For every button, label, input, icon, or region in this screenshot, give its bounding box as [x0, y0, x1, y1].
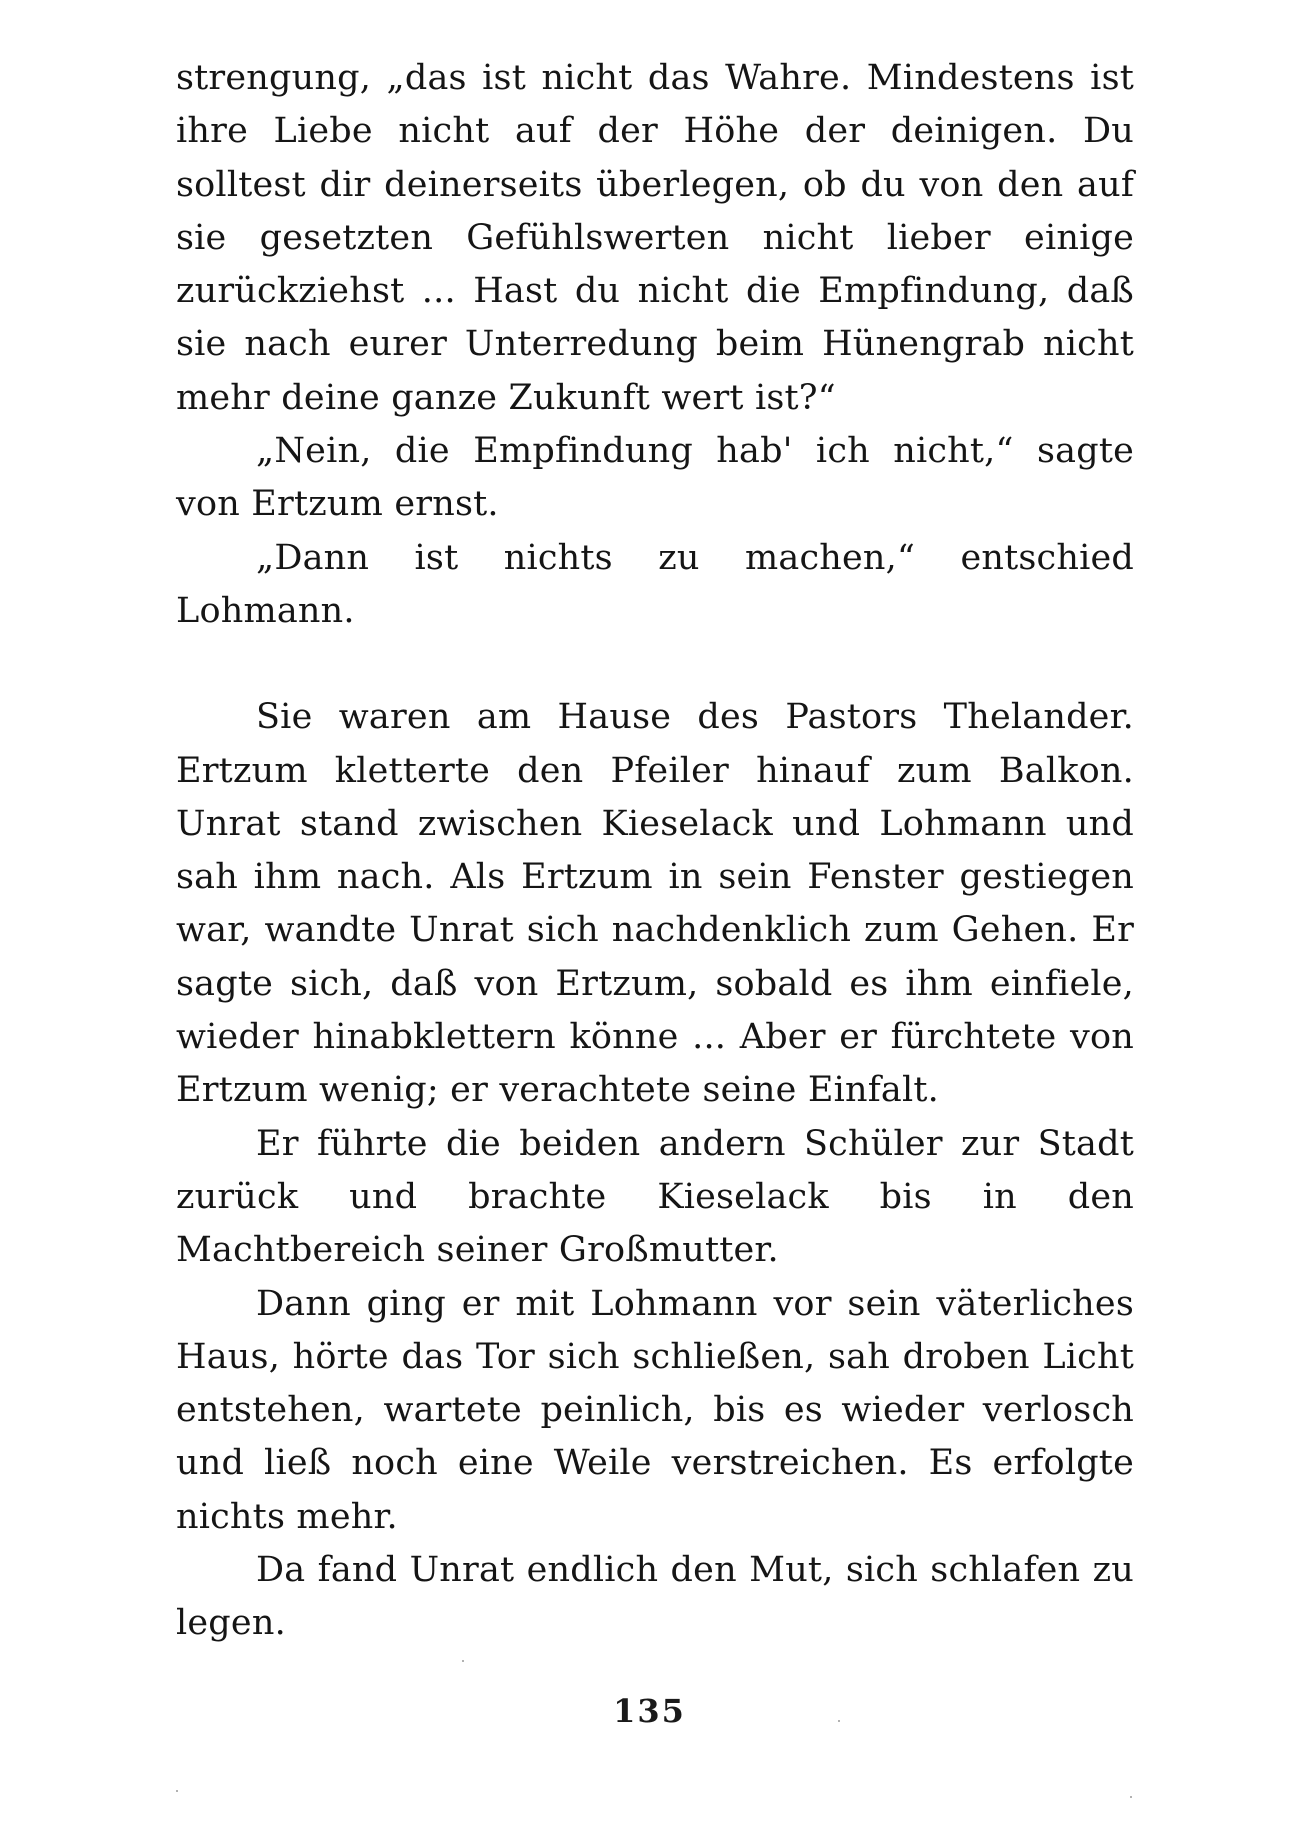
paragraph-7: Da fand Unrat endlich den Mut, sich schlafen zu legen. — [176, 1550, 1134, 1644]
page-number: 135 — [613, 1692, 686, 1730]
paragraph-1: strengung, „das ist nicht das Wahre. Mindestens ist ihre Liebe nicht auf der Höhe der deinigen. Du solltest dir deinerseits überlegen, ob du von den auf sie gesetzten Gefühlswerten nicht lieber einige zurückziehst ... Hast du nicht die Empfindung, daß sie nach eurer Unterredung beim Hünengrab nicht mehr deine ganze Zukunft wert ist?“ — [176, 58, 1134, 418]
scan-speck — [462, 1660, 464, 1662]
paragraph-2: „Nein, die Empfindung hab' ich nicht,“ sagte von Ertzum ernst. — [176, 431, 1134, 525]
scan-speck — [1130, 1796, 1132, 1798]
paragraph-4: Sie waren am Hause des Pastors Thelander. Ertzum kletterte den Pfeiler hinauf zum Balkon. Unrat stand zwischen Kieselack und Lohmann und sah ihm nach. Als Ertzum in sein Fenster gestiegen war, wandte Unrat sich nachdenklich zum Gehen. Er sagte sich, daß von Ertzum, sobald es ihm einfiele, wieder hinabklettern könne ... Aber er fürchtete von Ertzum wenig; er verachtete seine Einfalt. — [176, 697, 1134, 1111]
paragraph-6: Dann ging er mit Lohmann vor sein väterliches Haus, hörte das Tor sich schließen, sah droben Licht entstehen, wartete peinlich, bis es wieder verlosch und ließ noch eine Weile verstreichen. Es erfolgte nichts mehr. — [176, 1283, 1134, 1537]
scan-speck — [838, 1720, 840, 1722]
body-text — [176, 52, 1134, 1651]
paragraph-3: „Dann ist nichts zu machen,“ entschied Lohmann. — [176, 537, 1134, 631]
paragraph-5: Er führte die beiden andern Schüler zur Stadt zurück und brachte Kieselack bis in den Machtbereich seiner Großmutter. — [176, 1123, 1134, 1271]
scan-speck — [176, 1790, 178, 1792]
